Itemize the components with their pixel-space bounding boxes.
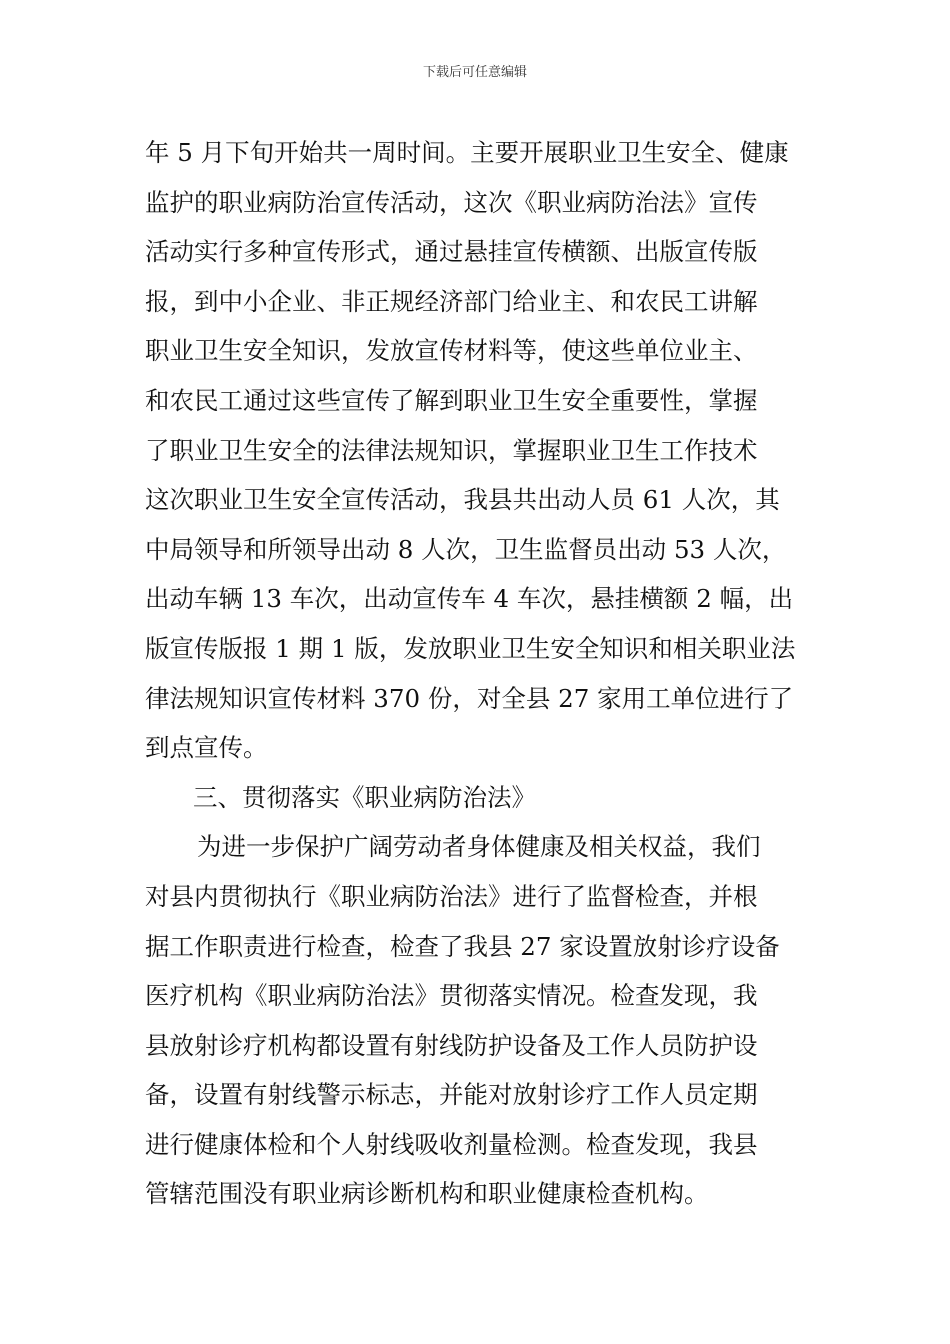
document-body xyxy=(145,128,815,1219)
text-line: 和农民工通过这些宣传了解到职业卫生安全重要性，掌握 xyxy=(145,385,758,415)
text-line: 为进一步保护广阔劳动者身体健康及相关权益，我们 xyxy=(197,832,761,862)
text-line: 对县内贯彻执行《职业病防治法》进行了监督检查，并根 xyxy=(145,881,758,911)
text-line: 出动车辆 13 车次，出动宣传车 4 车次，悬挂横额 2 幅，出 xyxy=(145,584,794,614)
text-line: 据工作职责进行检查，检查了我县 27 家设置放射诊疗设备 xyxy=(145,931,780,961)
text-line: 了职业卫生安全的法律法规知识，掌握职业卫生工作技术 xyxy=(145,435,758,465)
text-line: 报，到中小企业、非正规经济部门给业主、和农民工讲解 xyxy=(145,286,758,316)
text-line: 版宣传版报 1 期 1 版，发放职业卫生安全知识和相关职业法 xyxy=(145,633,796,663)
text-line: 进行健康体检和个人射线吸收剂量检测。检查发现，我县 xyxy=(145,1129,758,1159)
text-line: 县放射诊疗机构都设置有射线防护设备及工作人员防护设 xyxy=(145,1030,758,1060)
text-line: 活动实行多种宣传形式，通过悬挂宣传横额、出版宣传版 xyxy=(145,237,758,267)
text-line: 监护的职业病防治宣传活动，这次《职业病防治法》宣传 xyxy=(145,187,758,217)
text-line: 这次职业卫生安全宣传活动，我县共出动人员 61 人次，其 xyxy=(145,485,780,515)
page-header-note: 下载后可任意编辑 xyxy=(422,65,527,80)
text-line: 律法规知识宣传材料 370 份，对全县 27 家用工单位进行了 xyxy=(145,683,794,713)
section-heading: 三、贯彻落实《职业病防治法》 xyxy=(193,782,536,812)
text-line: 管辖范围没有职业病诊断机构和职业健康检查机构。 xyxy=(145,1179,709,1209)
text-line: 中局领导和所领导出动 8 人次，卫生监督员出动 53 人次， xyxy=(145,534,787,564)
text-line: 备，设置有射线警示标志，并能对放射诊疗工作人员定期 xyxy=(145,1080,758,1110)
text-line: 年 5 月下旬开始共一周时间。主要开展职业卫生安全、健康 xyxy=(145,138,789,167)
text-line: 医疗机构《职业病防治法》贯彻落实情况。检查发现，我 xyxy=(145,981,758,1011)
text-line: 到点宣传。 xyxy=(145,733,268,763)
text-line: 职业卫生安全知识，发放宣传材料等，使这些单位业主、 xyxy=(145,336,758,366)
